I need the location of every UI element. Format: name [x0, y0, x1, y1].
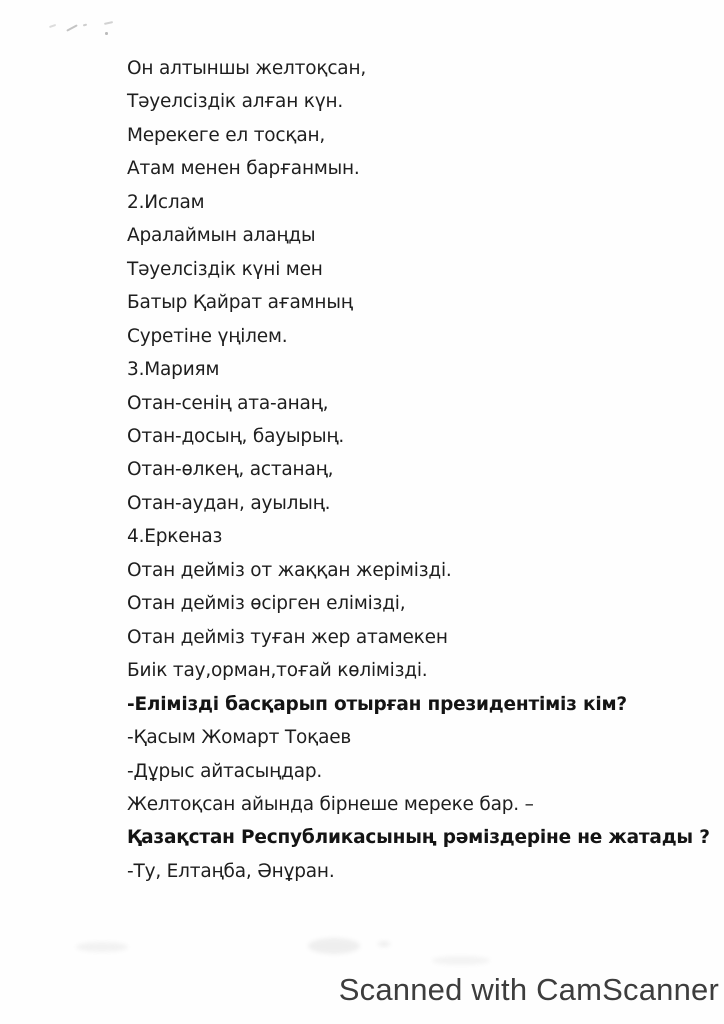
text-line: -Елімізді басқарып отырған президентіміз кім?: [127, 693, 627, 715]
text-line: Тәуелсіздік алған күн.: [127, 91, 344, 113]
text-line: Отан дейміз өсірген елімізді,: [127, 593, 406, 615]
text-line: Желтоқсан айында бірнеше мереке бар. –: [127, 793, 534, 815]
text-line: Отан-досың, бауырың.: [127, 425, 345, 447]
pencil-stroke: [83, 24, 87, 27]
text-line: Тәуелсіздік күні мен: [127, 258, 323, 280]
camscanner-watermark: Scanned with CamScanner: [338, 972, 719, 1007]
text-line: 4.Еркеназ: [127, 526, 223, 548]
text-line: Отан-өлкең, астанаң,: [127, 459, 334, 481]
scan-smudge: [378, 941, 390, 947]
text-line: Атам менен барғанмын.: [127, 158, 360, 180]
pencil-stroke: [104, 21, 113, 24]
text-line: Аралаймын алаңды: [127, 225, 316, 247]
text-line: Қазақстан Республикасының рәміздеріне не жатады ?: [127, 827, 710, 849]
text-line: Он алтыншы желтоқсан,: [127, 58, 367, 79]
text-line: Биік тау,орман,тоғай көлімізді.: [127, 660, 428, 682]
pencil-dot: [105, 32, 108, 35]
text-line: Отан дейміз туған жер атамекен: [127, 626, 448, 648]
text-line: 3.Мариям: [127, 359, 220, 381]
pencil-stroke: [49, 24, 56, 28]
text-line: 2.Ислам: [127, 191, 205, 213]
text-line: -Ту, Елтаңба, Әнұран.: [127, 860, 335, 882]
text-line: Мерекеге ел тосқан,: [127, 124, 326, 146]
text-line: Батыр Қайрат ағамның: [127, 292, 353, 314]
text-line: Отан дейміз от жаққан жерімізді.: [127, 559, 452, 581]
text-line: Отан-аудан, ауылың.: [127, 492, 331, 514]
text-line: -Дұрыс айтасыңдар.: [127, 760, 323, 782]
scan-smudge: [308, 938, 360, 954]
pencil-stroke: [66, 24, 78, 31]
text-line: -Қасым Жомарт Тоқаев: [127, 727, 352, 749]
document-lines: [127, 52, 710, 888]
scan-smudge: [432, 956, 490, 965]
text-line: Суретіне үңілем.: [127, 325, 288, 347]
scan-smudge: [76, 942, 128, 952]
text-line: Отан-сенің ата-анаң,: [127, 392, 329, 414]
